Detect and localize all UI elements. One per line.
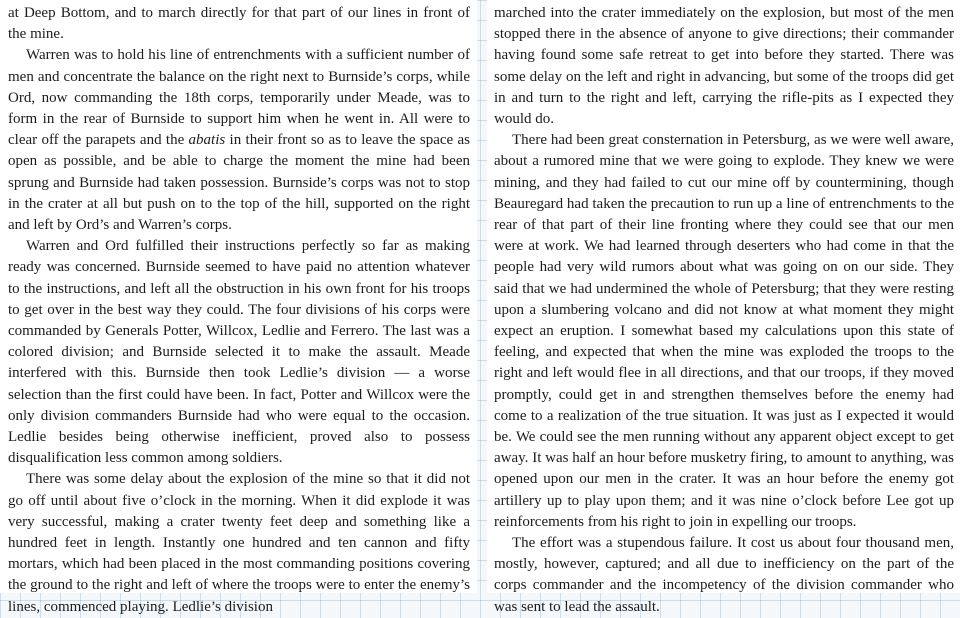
paragraph: Warren and Ord fulfilled their instructions perfectly so far as making ready was concerned. Burnside seemed to have paid no attention whatever to the instructions, and left all the obstruction in his own front for his troops to get over in the best way they could. The four divisions of his corps were commanded by Generals Potter, Willcox, Ledlie and Ferrero. The last was a colored division; and Burnside selected it to make the assault. Meade interfered with this. Burnside then took Ledlie’s division — a worse selection than the first could have been. In fact, Potter and Willcox were the only division commanders Burnside had who were equal to the occasion. Ledlie besides being otherwise inefficient, proved also to possess disqualification less common among soldiers. — [8, 238, 470, 467]
paragraph: at Deep Bottom, and to march directly for that part of our lines in front of the mine. — [8, 5, 470, 43]
italic-term: abatis — [188, 132, 226, 149]
column-gutter — [477, 0, 487, 593]
paragraph: There had been great consternation in Petersburg, as we were well aware, about a rumored mine that we were going to explode. They knew we were mining, and they had failed to cut our mine off by countermining, though Beauregard had taken the precaution to run up a line of entrenchments to the rear of that part of their line fronting where they could see that our men were at work. We had learned through deserters who had come in that the people had very wild rumors about what was going on on our side. They said that we had undermined the whole of Petersburg; that they were resting upon a slumbering volcano and did not know at what moment they might expect an eruption. I somewhat based my calculations upon this state of feeling, and expected that when the mine was exploded the troops to the right and left would flee in all directions, and that our troops, if they moved promptly, could get in and strengthen themselves before the enemy had come to a realization of the true situation. It was just as I expected it would be. We could see the men running without any apparent object except to get away. It was half an hour before musketry firing, to amount to anything, was opened upon our men in the crater. It was an hour before the enemy got artillery up to play upon them; and it was nine o’clock before Lee got up reinforcements from his right to join in expelling our troops. — [494, 132, 954, 530]
paragraph: The effort was a stupendous failure. It cost us about four thousand men, mostly, however, captured; and all due to inefficiency on the part of the corps commander and the incompetency of the division commander who was sent to lead the assault. — [494, 535, 954, 615]
paragraph: Warren was to hold his line of entrenchments with a sufficient number of men and concentrate the balance on the right next to Burnside’s corps, while Ord, now commanding the 18th corps, temporarily under Meade, was to form in the rear of Burnside to support him when he went in. All were to clear off the parapets and the abatis in their front so as to leave the space as open as possible, and be able to charge the moment the mine had been sprung and Burnside had taken possession. Burnside’s corps was not to stop in the crater at all but push on to the top of the hill, supported on the right and left by Ord’s and Warren’s corps. — [8, 47, 470, 234]
right-text-column — [487, 0, 960, 615]
left-text-column — [0, 0, 477, 615]
paragraph: marched into the crater immediately on the explosion, but most of the men stopped there in the absence of anyone to give directions; their commander having found some safe retreat to get into before they started. There was some delay on the left and right in advancing, but some of the troops did get in and turn to the right and left, carrying the rifle-pits as I expected they would do. — [494, 5, 954, 128]
paragraph: There was some delay about the explosion of the mine so that it did not go off until about five o’clock in the morning. When it did explode it was very successful, making a crater twenty feet deep and something like a hundred feet in length. Instantly one hundred and ten cannon and fifty mortars, which had been placed in the most commanding positions covering the ground to the right and left of where the troops were to enter the enemy’s lines, commenced playing. Ledlie’s division — [8, 471, 470, 615]
